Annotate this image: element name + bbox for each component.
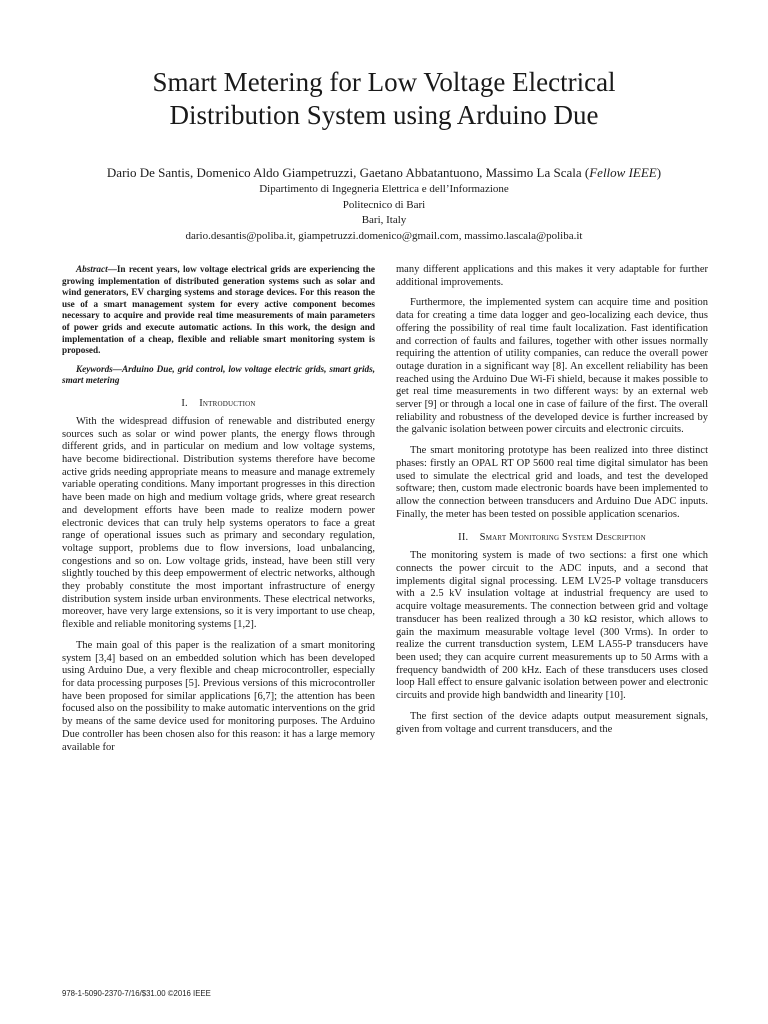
keywords-dash: — (112, 363, 122, 374)
author-list (30, 164, 738, 181)
keywords-label: Keywords (76, 363, 113, 374)
affiliation-university: Politecnico di Bari (342, 198, 426, 211)
affiliation-city: Bari, Italy (361, 214, 407, 226)
title-line: Distribution System using Arduino Due (169, 100, 599, 130)
right-column (396, 264, 708, 736)
section-numeral: I. (181, 397, 188, 409)
section-heading-system-description (396, 531, 708, 544)
title-line: Smart Metering for Low Voltage Electrical (152, 67, 616, 97)
body-paragraph: The main goal of this paper is the realization of a smart monitoring system [3,4] based on an embedded solution which has been developed using Arduino Due, a very flexible and cheap microcontroller, especially for data processing purposes [5]. Previous versions of this microcontroller have been proposed for similar applications [6,7]; the attention has been focused also on the possibility to make automatic interventions on the grid by means of the same device used for monitoring purposes. The Arduino Due controller has been chosen also for this reason: it has a large memory available for (62, 639, 375, 753)
author-fellow-note: Fellow IEEE (589, 165, 657, 180)
abstract (62, 264, 375, 357)
body-paragraph: The smart monitoring prototype has been realized into three distinct phases: firstly an OPAL RT OP 5600 real time digital simulator has been used to simulate the electrical grid and loads, and test the developed software; then, custom made electronic boards have been implemented to allow the connection between transducers and Arduino Due ADC inputs. Finally, the meter has been tested on possible application scenarios. (396, 445, 708, 520)
affiliation-block (30, 182, 738, 244)
body-paragraph: Furthermore, the implemented system can acquire time and position data for creating a time data logger and geo-localizing each device, thus offering the possibility of real time fault localization. Fast identification and correction of faults and failures, together with other issues normally requiring the attention of utility companies, can reduce the overall power outage duration in a significant way [8]. An excellent reliability has been reached using the Arduino Due Wi-Fi shield, because it makes possible to get real time measurements in two different ways: by an external web server [9] or through a local one in case of failure of the first. The overall reliability and robustness of the developed device is further increased by the galvanic isolation between power circuits and electronic circuits. (396, 297, 708, 436)
affiliation-emails: dario.desantis@poliba.it, giampetruzzi.domenico@gmail.com, massimo.lascala@poliba.it (185, 229, 583, 242)
copyright-footer: 978-1-5090-2370-7/16/$31.00 ©2016 IEEE (62, 989, 211, 998)
author-names: Dario De Santis, Domenico Aldo Giampetruzzi, Gaetano Abbatantuono, Massimo La Scala ( (106, 165, 590, 180)
paper-title (40, 66, 728, 132)
abstract-label: Abstract (76, 264, 108, 274)
abstract-text: In recent years, low voltage electrical grids are experiencing the growing implementation of distributed generation systems such as solar and wind generators, EV charging systems and storage devices. For this reason the use of a smart management system for every active component becomes necessary to acquire and provide real time measurements of main parameters of power grids and execute automatic actions. In this work, the design and implementation of a cheap, flexible and reliable smart monitoring system is proposed. (62, 264, 375, 356)
author-close-paren: ) (656, 165, 662, 180)
body-paragraph: The first section of the device adapts output measurement signals, given from voltage and current transducers, and the (396, 710, 708, 735)
affiliation-department: Dipartimento di Ingegneria Elettrica e dell’Informazione (259, 183, 509, 195)
left-column (62, 264, 375, 754)
body-paragraph-continuation: many different applications and this makes it very adaptable for further additional improvements. (396, 264, 708, 288)
section-heading-introduction (62, 397, 375, 410)
body-paragraph: The monitoring system is made of two sections: a first one which connects the power circuit to the ADC inputs, and a second that implements digital signal processing. LEM LV25-P voltage transducers with a 2.5 kV insulation voltage at industrial frequency are used to acquire voltage measurements. The connection between grid and voltage transducer has been realized through a 30 kΩ resistor, which allows to gain the maximum measurable voltage level (300 Vrms). In order to realize the current transduction system, LEM LA55-P transducers have been used; they can acquire current measurements up to 50 Arms with a frequency bandwidth of 200 kHz. Each of these transducers uses closed loop Hall effect to ensure galvanic isolation between power and electronic circuits and provide high bandwidth and linearity [10]. (396, 550, 708, 702)
keywords-text: Arduino Due, grid control, low voltage electric grids, smart grids, smart metering (62, 363, 375, 386)
section-numeral: II. (458, 532, 469, 544)
section-title: Introduction (199, 397, 256, 409)
section-title: Smart Monitoring System Description (479, 532, 646, 544)
keywords (62, 364, 375, 387)
abstract-dash: — (107, 264, 117, 274)
body-paragraph: With the widespread diffusion of renewable and distributed energy sources such as solar or wind power plants, the energy flows through different grids, and in particular on medium and low voltage systems, have become bidirectional. Distribution systems therefore have become active grids needing appropriate means to measure and manage extremely variable operating conditions. Many important progresses in this direction have been made on high and medium voltage grids, where great research and development efforts have been made to realize modern power electronic devices that can truly help systems operators to face a great range of operational issues such as primary and secondary regulation, voltage support, problems due to flow inversions, load unbalancing, congestions and so on. Low voltage grids, instead, have been still very slightly touched by this deep empowerment of electric networks, although they probably constitute the most important infrastructure of energy distribution system inside urban environments. These electrical networks, moreover, have very large extensions, so it is very important to use cheap, flexible and reliable monitoring systems [1,2]. (62, 415, 375, 631)
